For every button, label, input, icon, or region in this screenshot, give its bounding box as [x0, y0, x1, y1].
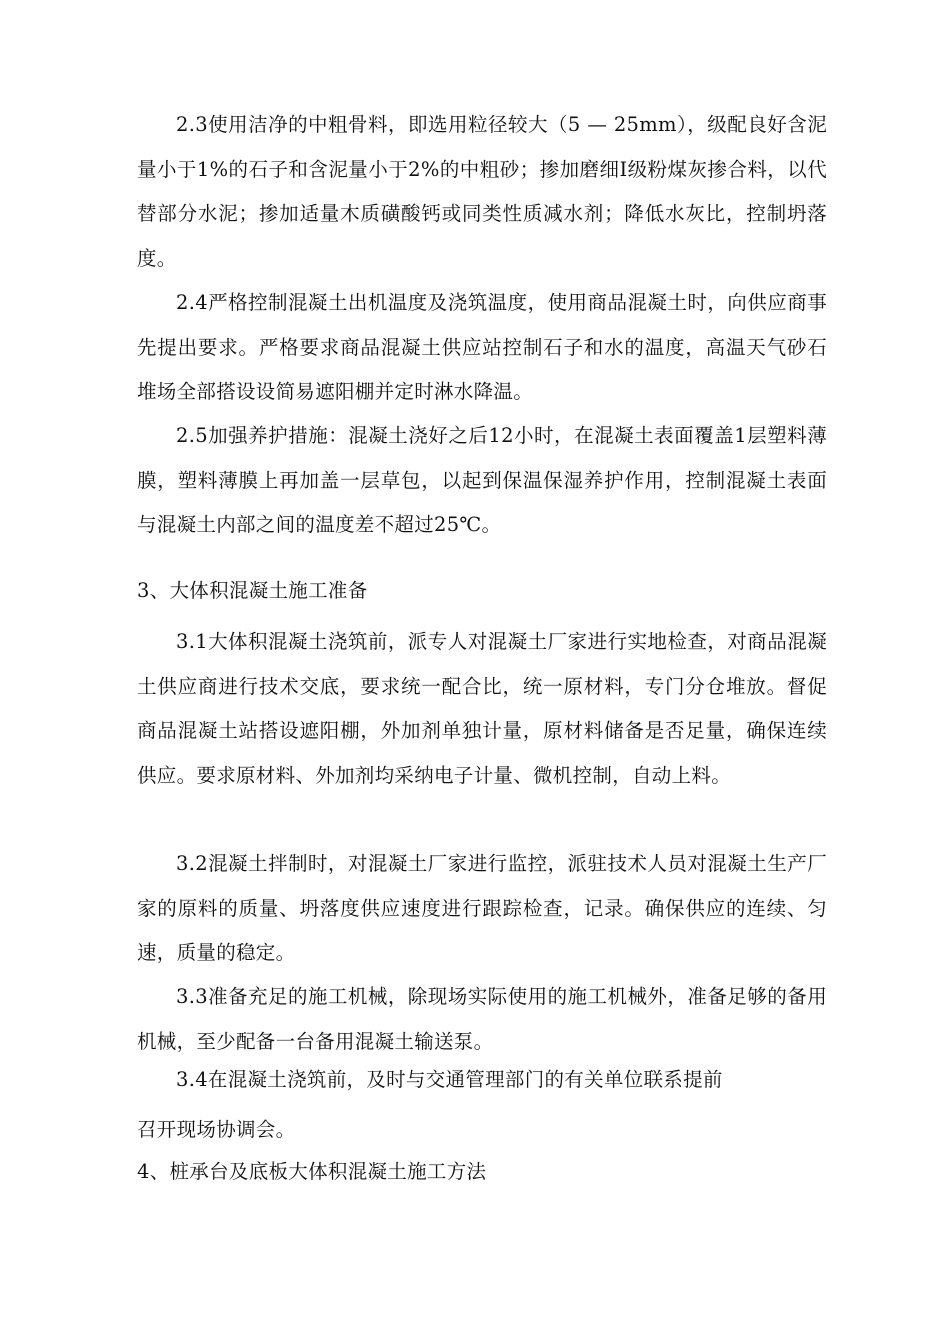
paragraph-3-4-line-1: 3.4在混凝土浇筑前，及时与交通管理部门的有关单位联系提前: [176, 1068, 723, 1091]
section-heading-3: 3、大体积混凝土施工准备: [137, 579, 368, 602]
paragraph-3-2: 3.2混凝土拌制时，对混凝土厂家进行监控，派驻技术人员对混凝土生产厂家的原料的质量、坍落度供应速度进行跟踪检查，记录。确保供应的连续、匀速，质量的稳定。: [137, 852, 827, 964]
paragraph-2-5: 2.5加强养护措施：混凝土浇好之后12小时，在混凝土表面覆盖1层塑料薄膜，塑料薄膜上再加盖一层草包，以起到保温保湿养护作用，控制混凝土表面与混凝土内部之间的温度差不超过25℃。: [137, 424, 827, 536]
paragraph-3-1: 3.1大体积混凝土浇筑前，派专人对混凝土厂家进行实地检查，对商品混凝土供应商进行技术交底，要求统一配合比，统一原材料，专门分仓堆放。督促商品混凝土站搭设遮阳棚，外加剂单独计量，原材料储备是否足量，确保连续供应。要求原材料、外加剂均采纳电子计量、微机控制，自动上料。: [137, 630, 827, 787]
paragraph-2-3: 2.3使用洁净的中粗骨料，即选用粒径较大（5 — 25mm），级配良好含泥量小于1%的石子和含泥量小于2%的中粗砂；掺加磨细Ⅰ级粉煤灰掺合料，以代替部分水泥；掺加适量木质磺酸钙或同类性质减水剂；降低水灰比，控制坍落度。: [137, 113, 827, 270]
paragraph-3-4-line-2: 召开现场协调会。: [137, 1118, 296, 1141]
section-heading-4: 4、桩承台及底板大体积混凝土施工方法: [137, 1160, 487, 1183]
paragraph-2-4: 2.4严格控制混凝土出机温度及浇筑温度，使用商品混凝土时，向供应商事先提出要求。严格要求商品混凝土供应站控制石子和水的温度，高温天气砂石堆场全部搭设设简易遮阳棚并定时淋水降温。: [137, 291, 827, 403]
paragraph-3-3: 3.3准备充足的施工机械，除现场实际使用的施工机械外，准备足够的备用机械，至少配备一台备用混凝土输送泵。: [137, 985, 827, 1053]
